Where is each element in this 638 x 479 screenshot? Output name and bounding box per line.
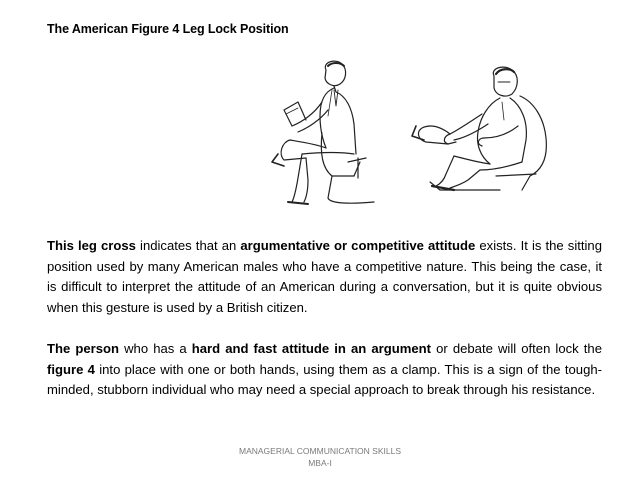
paragraph-hard-attitude (47, 339, 602, 401)
text-run: indicates that an (135, 238, 241, 253)
text-run: into place with one or both hands, using them as a clamp. This is a sign of the tough-minded, stubborn individual who may need a special approach to break through his resistance. (47, 361, 603, 397)
slide-footer (200, 445, 440, 469)
footer-course: MANAGERIAL COMMUNICATION SKILLS (239, 446, 401, 456)
bold-phrase: The person (47, 341, 120, 356)
slide-title: The American Figure 4 Leg Lock Position (47, 22, 289, 36)
text-run: or debate will often lock the (431, 341, 602, 356)
footer-program: MBA-I (308, 458, 332, 468)
text-run: who has a (119, 341, 192, 356)
seated-man-figure-4-leg-lock-icon (410, 66, 560, 194)
seated-man-reading-figure-4-icon (262, 58, 382, 208)
bold-phrase: figure 4 (47, 361, 95, 377)
bold-phrase: hard and fast attitude in an argument (191, 341, 432, 356)
paragraph-leg-cross (47, 236, 602, 318)
text-run: exists. It is the sitting position used by many American males who have a competitive nature. This being the case, it is difficult to interpret the attitude of an American during a conversation, but it is quite obvious when this gesture is used by a British citizen. (47, 238, 602, 315)
bold-phrase: This leg cross (47, 238, 136, 253)
bold-phrase: argumentative or competitive attitude (240, 238, 476, 253)
